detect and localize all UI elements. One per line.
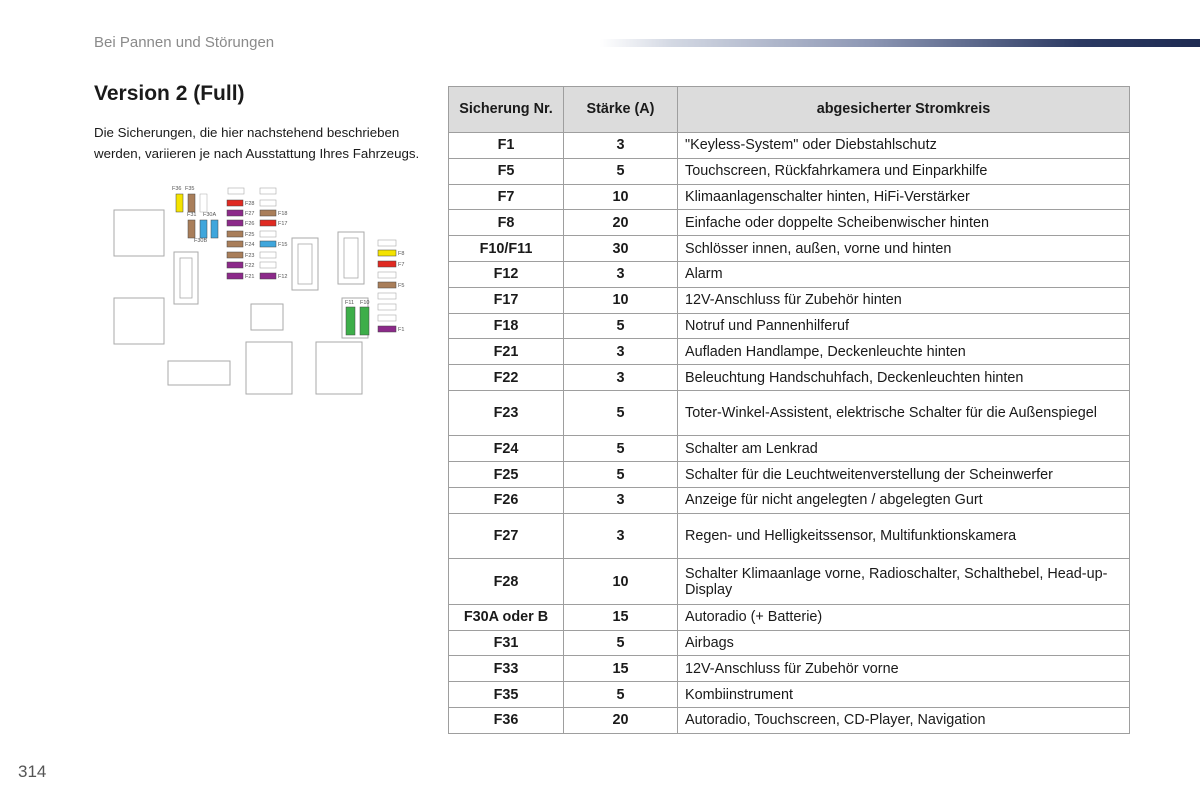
fuse-number-cell: F27 <box>449 513 564 559</box>
fuse-label: F26 <box>245 221 255 227</box>
rating-cell: 5 <box>564 158 678 184</box>
fuse-f27 <box>227 210 243 216</box>
fuse-f30a <box>200 220 207 238</box>
fuse-f26 <box>227 220 243 226</box>
housing-block <box>168 361 230 385</box>
rating-cell: 15 <box>564 604 678 630</box>
circuit-cell: Toter-Winkel-Assistent, elektrische Schalter für die Außenspiegel <box>678 390 1130 436</box>
fuse-f12 <box>260 273 276 279</box>
fuse-label: F30A <box>203 212 217 218</box>
table-row <box>449 436 1130 462</box>
rating-cell: 15 <box>564 656 678 682</box>
fuse-label: F31 <box>187 212 197 218</box>
rating-cell: 3 <box>564 513 678 559</box>
rating-cell: 5 <box>564 462 678 488</box>
page-title: Version 2 (Full) <box>94 82 245 105</box>
rating-cell: 5 <box>564 682 678 708</box>
rating-cell: 3 <box>564 488 678 514</box>
fuse-table <box>448 86 1130 734</box>
circuit-cell: Airbags <box>678 630 1130 656</box>
table-row <box>449 261 1130 287</box>
fuse-label: F7 <box>398 262 405 268</box>
fuse-label: F15 <box>278 242 288 248</box>
circuit-cell: Schalter am Lenkrad <box>678 436 1130 462</box>
fuse-f10 <box>360 307 369 335</box>
fuse-label: F35 <box>185 186 195 192</box>
fuse-f35 <box>188 194 195 212</box>
fuse-label: F17 <box>278 221 288 227</box>
rating-cell: 10 <box>564 287 678 313</box>
fuse-label: F28 <box>245 201 255 207</box>
housing-block <box>246 342 292 394</box>
fuse-number-cell: F28 <box>449 559 564 605</box>
rating-cell: 3 <box>564 339 678 365</box>
table-row <box>449 604 1130 630</box>
fuse-f21 <box>227 273 243 279</box>
fuse-label: F25 <box>245 232 255 238</box>
circuit-cell: 12V-Anschluss für Zubehör hinten <box>678 287 1130 313</box>
rating-cell: 5 <box>564 390 678 436</box>
fuse-f24 <box>227 241 243 247</box>
fuse-label: F22 <box>245 263 255 269</box>
fuse-number-cell: F22 <box>449 365 564 391</box>
circuit-cell: Notruf und Pannenhilferuf <box>678 313 1130 339</box>
circuit-cell: Autoradio (+ Batterie) <box>678 604 1130 630</box>
fuse-number-cell: F10/F11 <box>449 236 564 262</box>
fuse-number-cell: F17 <box>449 287 564 313</box>
fuse-number-cell: F18 <box>449 313 564 339</box>
table-row <box>449 559 1130 605</box>
fuse-f11 <box>346 307 355 335</box>
fuse-f17 <box>260 220 276 226</box>
table-row <box>449 133 1130 159</box>
table-row <box>449 236 1130 262</box>
fuse-box-diagram <box>108 180 418 400</box>
fuse-label: F30B <box>194 238 208 244</box>
table-row <box>449 184 1130 210</box>
col-header-rating: Stärke (A) <box>564 87 678 133</box>
fuse-f18 <box>260 210 276 216</box>
rating-cell: 5 <box>564 630 678 656</box>
housing-block <box>316 342 362 394</box>
fuse-number-cell: F1 <box>449 133 564 159</box>
fuse-label: F23 <box>245 253 255 259</box>
fuse-label: F36 <box>172 186 182 192</box>
table-row <box>449 513 1130 559</box>
fuse-f36 <box>176 194 183 212</box>
fuse-f30b <box>211 220 218 238</box>
fuse-label: F18 <box>278 211 288 217</box>
circuit-cell: Beleuchtung Handschuhfach, Deckenleuchten hinten <box>678 365 1130 391</box>
fuse-number-cell: F31 <box>449 630 564 656</box>
rating-cell: 20 <box>564 210 678 236</box>
table-row <box>449 656 1130 682</box>
table-row <box>449 339 1130 365</box>
fuse-label: F10 <box>360 300 370 306</box>
circuit-cell: Autoradio, Touchscreen, CD-Player, Navigation <box>678 708 1130 734</box>
rating-cell: 3 <box>564 365 678 391</box>
fuse-number-cell: F8 <box>449 210 564 236</box>
fuse-number-cell: F25 <box>449 462 564 488</box>
col-header-circuit: abgesicherter Stromkreis <box>678 87 1130 133</box>
fuse-label: F27 <box>245 211 255 217</box>
circuit-cell: Schlösser innen, außen, vorne und hinten <box>678 236 1130 262</box>
fuse-f23 <box>227 252 243 258</box>
circuit-cell: Aufladen Handlampe, Deckenleuchte hinten <box>678 339 1130 365</box>
rating-cell: 5 <box>564 313 678 339</box>
circuit-cell: Einfache oder doppelte Scheibenwischer hinten <box>678 210 1130 236</box>
housing-block <box>251 304 283 330</box>
fuse-number-cell: F7 <box>449 184 564 210</box>
circuit-cell: 12V-Anschluss für Zubehör vorne <box>678 656 1130 682</box>
header-gradient-bar <box>600 39 1200 47</box>
page-number: 314 <box>18 762 47 781</box>
fuse-number-cell: F36 <box>449 708 564 734</box>
fuse-f22 <box>227 262 243 268</box>
table-row <box>449 462 1130 488</box>
fuse-f1 <box>378 326 396 332</box>
rating-cell: 3 <box>564 261 678 287</box>
fuse-label: F12 <box>278 274 288 280</box>
section-header: Bei Pannen und Störungen <box>94 34 275 51</box>
table-row <box>449 682 1130 708</box>
rating-cell: 10 <box>564 559 678 605</box>
table-row <box>449 708 1130 734</box>
fuse-label: F5 <box>398 283 405 289</box>
circuit-cell: Anzeige für nicht angelegten / abgelegten Gurt <box>678 488 1130 514</box>
circuit-cell: Touchscreen, Rückfahrkamera und Einparkhilfe <box>678 158 1130 184</box>
circuit-cell: Alarm <box>678 261 1130 287</box>
table-row <box>449 365 1130 391</box>
circuit-cell: Regen- und Helligkeitssensor, Multifunktionskamera <box>678 513 1130 559</box>
circuit-cell: Schalter Klimaanlage vorne, Radioschalter, Schalthebel, Head-up-Display <box>678 559 1130 605</box>
table-row <box>449 287 1130 313</box>
fuse-label: F11 <box>345 300 355 306</box>
table-row <box>449 158 1130 184</box>
table-row <box>449 390 1130 436</box>
fuse-number-cell: F26 <box>449 488 564 514</box>
circuit-cell: "Keyless-System" oder Diebstahlschutz <box>678 133 1130 159</box>
fuse-f5 <box>378 282 396 288</box>
table-row <box>449 488 1130 514</box>
fuse-number-cell: F5 <box>449 158 564 184</box>
table-header-row <box>449 87 1130 133</box>
fuse-f31 <box>188 220 195 238</box>
fuse-f25 <box>227 231 243 237</box>
fuse-f28 <box>227 200 243 206</box>
fuse-label: F24 <box>245 242 255 248</box>
housing-block <box>114 210 164 256</box>
fuse-label: F21 <box>245 274 255 280</box>
table-row <box>449 210 1130 236</box>
rating-cell: 5 <box>564 436 678 462</box>
fuse-number-cell: F21 <box>449 339 564 365</box>
housing-block <box>114 298 164 344</box>
table-row <box>449 313 1130 339</box>
fuse-f7 <box>378 261 396 267</box>
fuse-number-cell: F12 <box>449 261 564 287</box>
rating-cell: 3 <box>564 133 678 159</box>
fuse-number-cell: F23 <box>449 390 564 436</box>
circuit-cell: Schalter für die Leuchtweitenverstellung der Scheinwerfer <box>678 462 1130 488</box>
fuse-label: F8 <box>398 251 405 257</box>
fuse-number-cell: F24 <box>449 436 564 462</box>
fuse-f8 <box>378 250 396 256</box>
rating-cell: 10 <box>564 184 678 210</box>
fuse-number-cell: F30A oder B <box>449 604 564 630</box>
fuse-number-cell: F33 <box>449 656 564 682</box>
rating-cell: 20 <box>564 708 678 734</box>
intro-text: Die Sicherungen, die hier nachstehend beschrieben werden, variieren je nach Ausstattung Ihres Fahrzeugs. <box>94 125 420 161</box>
fuse-number-cell: F35 <box>449 682 564 708</box>
circuit-cell: Klimaanlagenschalter hinten, HiFi-Verstärker <box>678 184 1130 210</box>
col-header-fuse: Sicherung Nr. <box>449 87 564 133</box>
table-row <box>449 630 1130 656</box>
fuse-f15 <box>260 241 276 247</box>
fuse-label: F1 <box>398 327 405 333</box>
rating-cell: 30 <box>564 236 678 262</box>
circuit-cell: Kombiinstrument <box>678 682 1130 708</box>
